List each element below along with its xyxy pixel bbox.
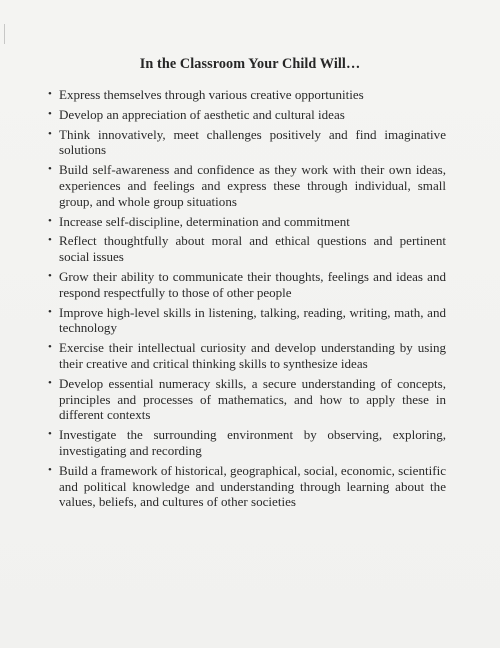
list-item	[49, 340, 446, 372]
list-item-text: Build a framework of historical, geographical, social, economic, scientific and political knowledge and understanding through learning about the values, beliefs, and cultures of other societies	[59, 462, 446, 510]
list-item	[49, 463, 446, 510]
bullet-icon: •	[48, 107, 52, 120]
list-item	[49, 107, 446, 123]
list-item	[49, 233, 446, 265]
bullet-icon: •	[48, 234, 52, 247]
list-item-text: Develop essential numeracy skills, a secure understanding of concepts, principles and processes of mathematics, and how to apply these in different contexts	[59, 375, 446, 423]
list-item-text: Think innovatively, meet challenges positively and find imaginative solutions	[59, 126, 446, 158]
list-item-text: Improve high-level skills in listening, talking, reading, writing, math, and technology	[59, 304, 446, 336]
benefits-list	[49, 87, 446, 514]
bullet-icon: •	[48, 341, 52, 354]
bullet-icon: •	[48, 163, 52, 176]
bullet-icon: •	[48, 269, 52, 282]
bullet-icon: •	[48, 428, 52, 441]
list-item-text: Grow their ability to communicate their thoughts, feelings and ideas and respond respectfully to those of other people	[59, 268, 446, 300]
list-item-text: Develop an appreciation of aesthetic and cultural ideas	[59, 106, 345, 122]
list-item-text: Build self-awareness and confidence as they work with their own ideas, experiences and feelings and express these through individual, small group, and whole group situations	[59, 162, 446, 209]
bullet-icon: •	[48, 127, 52, 140]
list-item	[49, 162, 446, 209]
list-item-text: Exercise their intellectual curiosity and develop understanding by using their creative and critical thinking skills to synthesize ideas	[59, 340, 446, 371]
list-item	[49, 376, 446, 423]
list-item	[49, 127, 446, 159]
list-item	[49, 214, 446, 230]
page-title: In the Classroom Your Child Will…	[139, 56, 361, 72]
list-item-text: Reflect thoughtfully about moral and ethical questions and pertinent social issues	[59, 233, 446, 265]
list-item	[49, 87, 446, 103]
list-item-text: Express themselves through various creative opportunities	[59, 87, 364, 102]
bullet-icon: •	[48, 214, 52, 227]
scan-artifact	[4, 24, 5, 44]
list-item	[49, 269, 446, 301]
bullet-icon: •	[48, 88, 52, 100]
bullet-icon: •	[48, 305, 52, 318]
list-item-text: Investigate the surrounding environment by observing, exploring, investigating and recording	[59, 427, 446, 458]
bullet-icon: •	[48, 463, 52, 476]
bullet-icon: •	[48, 376, 52, 389]
list-item-text: Increase self-discipline, determination and commitment	[59, 213, 350, 229]
list-item	[49, 427, 446, 459]
list-item	[49, 305, 446, 337]
